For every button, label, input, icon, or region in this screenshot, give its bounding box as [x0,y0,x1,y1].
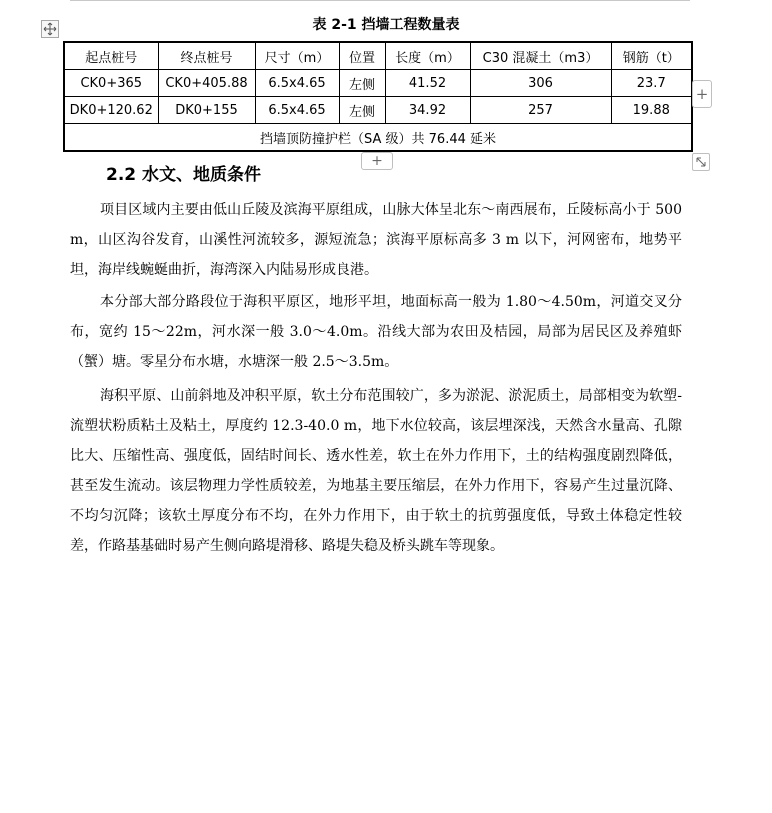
table-resize-handle[interactable] [692,153,710,171]
header-size: 尺寸（m） [255,42,339,70]
header-rebar: 钢筋（t） [611,42,692,70]
header-position: 位置 [339,42,385,70]
paragraph-2: 本分部大部分路段位于海积平原区，地形平坦，地面标高一般为 1.80～4.50m，河道交叉分布，宽约 15～22m，河水深一般 3.0～4.0m。沿线大部为农田及桔园，局部为居民区及养殖虾（蟹）塘。零星分布水塘，水塘深一般 2.5～3.5m。 [70,294,682,370]
table-cell: 6.5x4.65 [255,70,339,97]
table-cell: 19.88 [611,97,692,124]
resize-diagonal-icon [695,156,707,168]
table-caption: 表 2-1 挡墙工程数量表 [312,17,460,33]
header-concrete: C30 混凝土（m3） [470,42,611,70]
paragraph-1: 项目区域内主要由低山丘陵及滨海平原组成，山脉大体呈北东～南西展布，丘陵标高小于 500m，山区沟谷发育，山溪性河流较多，源短流急；滨海平原标高多 3 m 以下，河网密布，地势平坦，海岸线蜿蜒曲折，海湾深入内陆易形成良港。 [70,202,682,278]
table-cell: 257 [470,97,611,124]
add-column-button[interactable]: + [692,80,712,108]
section-heading: 2.2 水文、地质条件 [106,165,262,185]
header-end-station: 终点桩号 [158,42,255,70]
header-length: 长度（m） [385,42,470,70]
table-row [64,97,692,124]
table-cell: CK0+405.88 [158,70,255,97]
table-cell: 306 [470,70,611,97]
table-cell: CK0+365 [64,70,158,97]
table-cell: 23.7 [611,70,692,97]
table-row [64,70,692,97]
table-footer-row [64,124,692,152]
table-cell: DK0+120.62 [64,97,158,124]
table-footer-cell: 挡墙顶防撞护栏（SA 级）共 76.44 延米 [64,124,692,152]
table-cell: 41.52 [385,70,470,97]
paragraph-3: 海积平原、山前斜地及冲积平原，软土分布范围较广，多为淤泥、淤泥质土，局部相变为软塑-流塑状粉质粘土及粘土，厚度约 12.3-40.0 m，地下水位较高，该层埋深浅，天然含水量高、孔隙比大、压缩性高、强度低，固结时间长、透水性差，软土在外力作用下，土的结构强度剧烈降低，甚至发生流动。该层物理力学性质较差，为地基主要压缩层，在外力作用下，容易产生过量沉降、不均匀沉降；该软土厚度分布不均，在外力作用下，由于软土的抗剪强度低，导致土体稳定性较差，作路基基础时易产生侧向路堤滑移、路堤失稳及桥头跳车等现象。 [70,388,682,554]
table-cell: 6.5x4.65 [255,97,339,124]
header-start-station: 起点桩号 [64,42,158,70]
table-cell: 34.92 [385,97,470,124]
add-row-button[interactable]: + [361,152,393,170]
table-cell: DK0+155 [158,97,255,124]
table-header-row [64,42,692,70]
retaining-wall-quantity-table [63,41,693,152]
table-cell: 左侧 [339,70,385,97]
page-top-border [70,0,690,9]
table-cell: 左侧 [339,97,385,124]
